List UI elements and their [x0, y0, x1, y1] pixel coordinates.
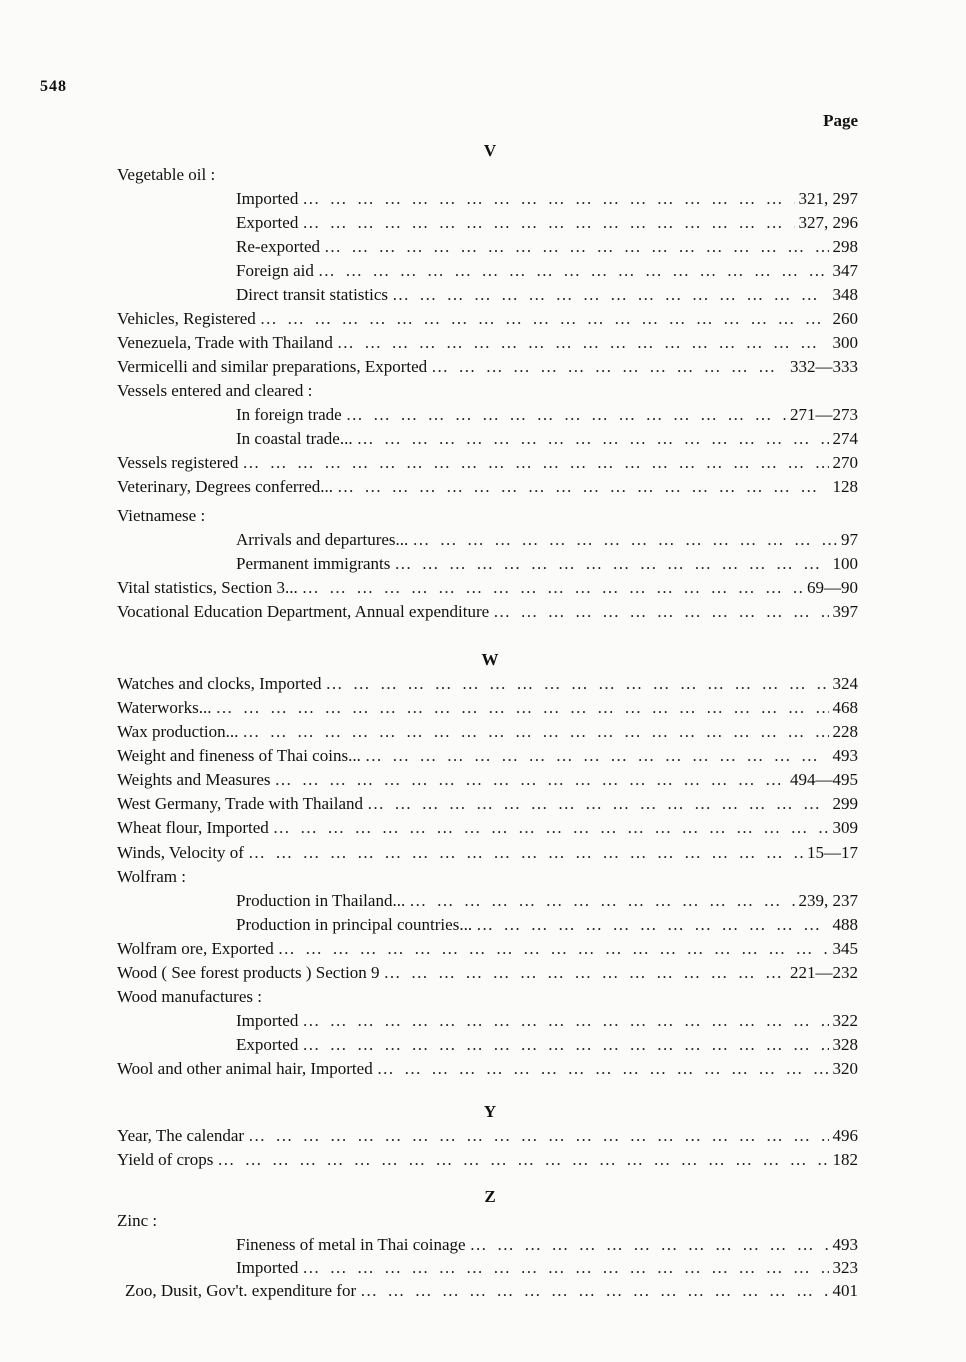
dot-leader [302, 1258, 828, 1278]
entry-page: 327, 296 [798, 213, 858, 232]
entry-page: 274 [832, 429, 858, 448]
entry-page: 323 [832, 1258, 858, 1277]
dot-leader [217, 1150, 828, 1170]
entry-label: Production in principal countries... [236, 915, 473, 934]
index-entry [236, 237, 858, 261]
index-entry [117, 963, 858, 987]
entry-label: Imported [236, 1258, 299, 1277]
dot-leader [302, 1035, 828, 1055]
entry-page: 182 [832, 1150, 858, 1169]
entry-page: 348 [832, 285, 858, 304]
dot-leader [367, 794, 828, 814]
entry-page: 468 [832, 698, 858, 717]
entry-label: In foreign trade [236, 405, 342, 424]
index-entry [117, 939, 858, 963]
dot-leader [274, 770, 786, 790]
index-entry [125, 1281, 858, 1305]
entry-label: In coastal trade... [236, 429, 353, 448]
index-entry [236, 429, 858, 453]
dot-leader [324, 237, 828, 257]
entry-label: Watches and clocks, Imported [117, 674, 322, 693]
index-entry [236, 1011, 858, 1035]
entry-label: Vocational Education Department, Annual expenditure [117, 602, 490, 621]
index-heading [117, 867, 858, 891]
dot-leader [384, 963, 786, 983]
entry-page: 300 [832, 333, 858, 352]
entry-label: Yield of crops [117, 1150, 214, 1169]
index-entry [117, 477, 858, 501]
index-entry [117, 309, 858, 333]
entry-label: Winds, Velocity of [117, 843, 244, 862]
entry-label: Vital statistics, Section 3... [117, 578, 298, 597]
entry-page: 322 [832, 1011, 858, 1030]
index-entry [117, 746, 858, 770]
index-entry [117, 818, 858, 842]
entry-page: 401 [832, 1281, 858, 1300]
entry-page: 221—232 [790, 963, 858, 982]
entry-label: Foreign aid [236, 261, 314, 280]
dot-leader [346, 405, 786, 425]
entry-page: 494—495 [790, 770, 858, 789]
entry-label: Imported [236, 189, 299, 208]
index-entry [117, 578, 858, 602]
entry-page: 228 [832, 722, 858, 741]
entry-page: 321, 297 [798, 189, 858, 208]
index-entry [236, 530, 858, 554]
index-entry [117, 1150, 858, 1174]
dot-leader [242, 722, 828, 742]
dot-leader [337, 477, 828, 497]
entry-label: Vermicelli and similar preparations, Exported [117, 357, 428, 376]
entry-page: 299 [832, 794, 858, 813]
section-letter-z: Z [484, 1187, 496, 1206]
entry-label: Year, The calendar [117, 1126, 245, 1145]
dot-leader [302, 189, 794, 209]
entry-page: 488 [832, 915, 858, 934]
index-entry [117, 674, 858, 698]
entry-label: Imported [236, 1011, 299, 1030]
entry-label: Veterinary, Degrees conferred... [117, 477, 334, 496]
index-entry [236, 261, 858, 285]
index-entry [236, 915, 858, 939]
entry-page: 309 [832, 818, 858, 837]
dot-leader [248, 1126, 828, 1146]
entry-label: Weights and Measures [117, 770, 271, 789]
entry-page: 320 [832, 1059, 858, 1078]
index-entry [236, 1258, 858, 1282]
index-entry [236, 213, 858, 237]
dot-leader [493, 602, 828, 622]
dot-leader [365, 746, 829, 766]
entry-label: Wax production... [117, 722, 239, 741]
dot-leader [360, 1281, 828, 1301]
entry-page: 328 [832, 1035, 858, 1054]
entry-label: Wood manufactures : [117, 987, 262, 1006]
index-entry [117, 843, 858, 867]
entry-page: 493 [832, 746, 858, 765]
entry-label: Fineness of metal in Thai coinage [236, 1235, 466, 1254]
entry-label: Wolfram ore, Exported [117, 939, 274, 958]
index-entry [236, 405, 858, 429]
dot-leader [431, 357, 786, 377]
entry-page: 496 [832, 1126, 858, 1145]
dot-leader [409, 891, 794, 911]
dot-leader [394, 554, 828, 574]
index-entry [117, 722, 858, 746]
index-heading [117, 165, 858, 189]
dot-leader [392, 285, 828, 305]
dot-leader [325, 674, 828, 694]
index-entry [117, 602, 858, 626]
entry-page: 298 [832, 237, 858, 256]
entry-page: 128 [832, 477, 858, 496]
entry-page: 493 [832, 1235, 858, 1254]
index-heading [117, 1211, 858, 1235]
entry-page: 69—90 [807, 578, 858, 597]
dot-leader [377, 1059, 829, 1079]
page-column-label: Page [823, 111, 858, 130]
index-heading [117, 381, 858, 405]
entry-label: Exported [236, 1035, 299, 1054]
entry-label: Direct transit statistics [236, 285, 389, 304]
index-heading [117, 506, 858, 530]
index-entry [117, 1126, 858, 1150]
dot-leader [470, 1235, 829, 1255]
index-entry [236, 891, 858, 915]
entry-page: 260 [832, 309, 858, 328]
entry-label: Wool and other animal hair, Imported [117, 1059, 373, 1078]
dot-leader [215, 698, 828, 718]
entry-page: 324 [832, 674, 858, 693]
index-entry [117, 333, 858, 357]
section-letter-y: Y [483, 1102, 497, 1121]
index-entry [117, 453, 858, 477]
entry-page: 271—273 [790, 405, 858, 424]
entry-label: Arrivals and departures... [236, 530, 409, 549]
index-entry [117, 770, 858, 794]
dot-leader [318, 261, 829, 281]
entry-page: 239, 237 [798, 891, 858, 910]
entry-page: 97 [841, 530, 858, 549]
index-entry [236, 1035, 858, 1059]
dot-leader [248, 843, 803, 863]
entry-label: Permanent immigrants [236, 554, 391, 573]
entry-label: Zoo, Dusit, Gov't. expenditure for [125, 1281, 357, 1300]
entry-label: Production in Thailand... [236, 891, 406, 910]
index-entry [117, 698, 858, 722]
index-entry [117, 794, 858, 818]
entry-label: Re-exported [236, 237, 321, 256]
dot-leader [302, 213, 794, 233]
dot-leader [302, 578, 803, 598]
entry-label: Vessels entered and cleared : [117, 381, 313, 400]
index-entry [117, 357, 858, 381]
dot-leader [278, 939, 829, 959]
entry-label: Vessels registered [117, 453, 239, 472]
entry-label: Wood ( See forest products ) Section 9 [117, 963, 380, 982]
entry-page: 397 [832, 602, 858, 621]
index-entry [236, 285, 858, 309]
entry-page: 347 [832, 261, 858, 280]
index-entry [236, 1235, 858, 1259]
index-entry [236, 554, 858, 578]
entry-label: Weight and fineness of Thai coins... [117, 746, 361, 765]
entry-page: 100 [832, 554, 858, 573]
entry-label: Wolfram : [117, 867, 186, 886]
entry-label: Exported [236, 213, 299, 232]
page-number: 548 [40, 78, 67, 95]
dot-leader [337, 333, 829, 353]
entry-label: Wheat flour, Imported [117, 818, 269, 837]
section-letter-w: W [481, 650, 499, 669]
index-entry [236, 189, 858, 213]
dot-leader [302, 1011, 828, 1031]
dot-leader [476, 915, 828, 935]
section-letter-v: V [483, 141, 497, 160]
entry-label: Waterworks... [117, 698, 212, 717]
dot-leader [273, 818, 829, 838]
entry-page: 15—17 [807, 843, 858, 862]
entry-label: Vietnamese : [117, 506, 206, 525]
index-entry [117, 1059, 858, 1083]
dot-leader [412, 530, 837, 550]
entry-page: 345 [832, 939, 858, 958]
entry-page: 270 [832, 453, 858, 472]
entry-label: West Germany, Trade with Thailand [117, 794, 364, 813]
dot-leader [260, 309, 829, 329]
entry-label: Venezuela, Trade with Thailand [117, 333, 333, 352]
entry-label: Vegetable oil : [117, 165, 216, 184]
entry-label: Zinc : [117, 1211, 158, 1230]
index-heading [117, 987, 858, 1011]
dot-leader [357, 429, 829, 449]
dot-leader [242, 453, 828, 473]
entry-page: 332—333 [790, 357, 858, 376]
entry-label: Vehicles, Registered [117, 309, 256, 328]
